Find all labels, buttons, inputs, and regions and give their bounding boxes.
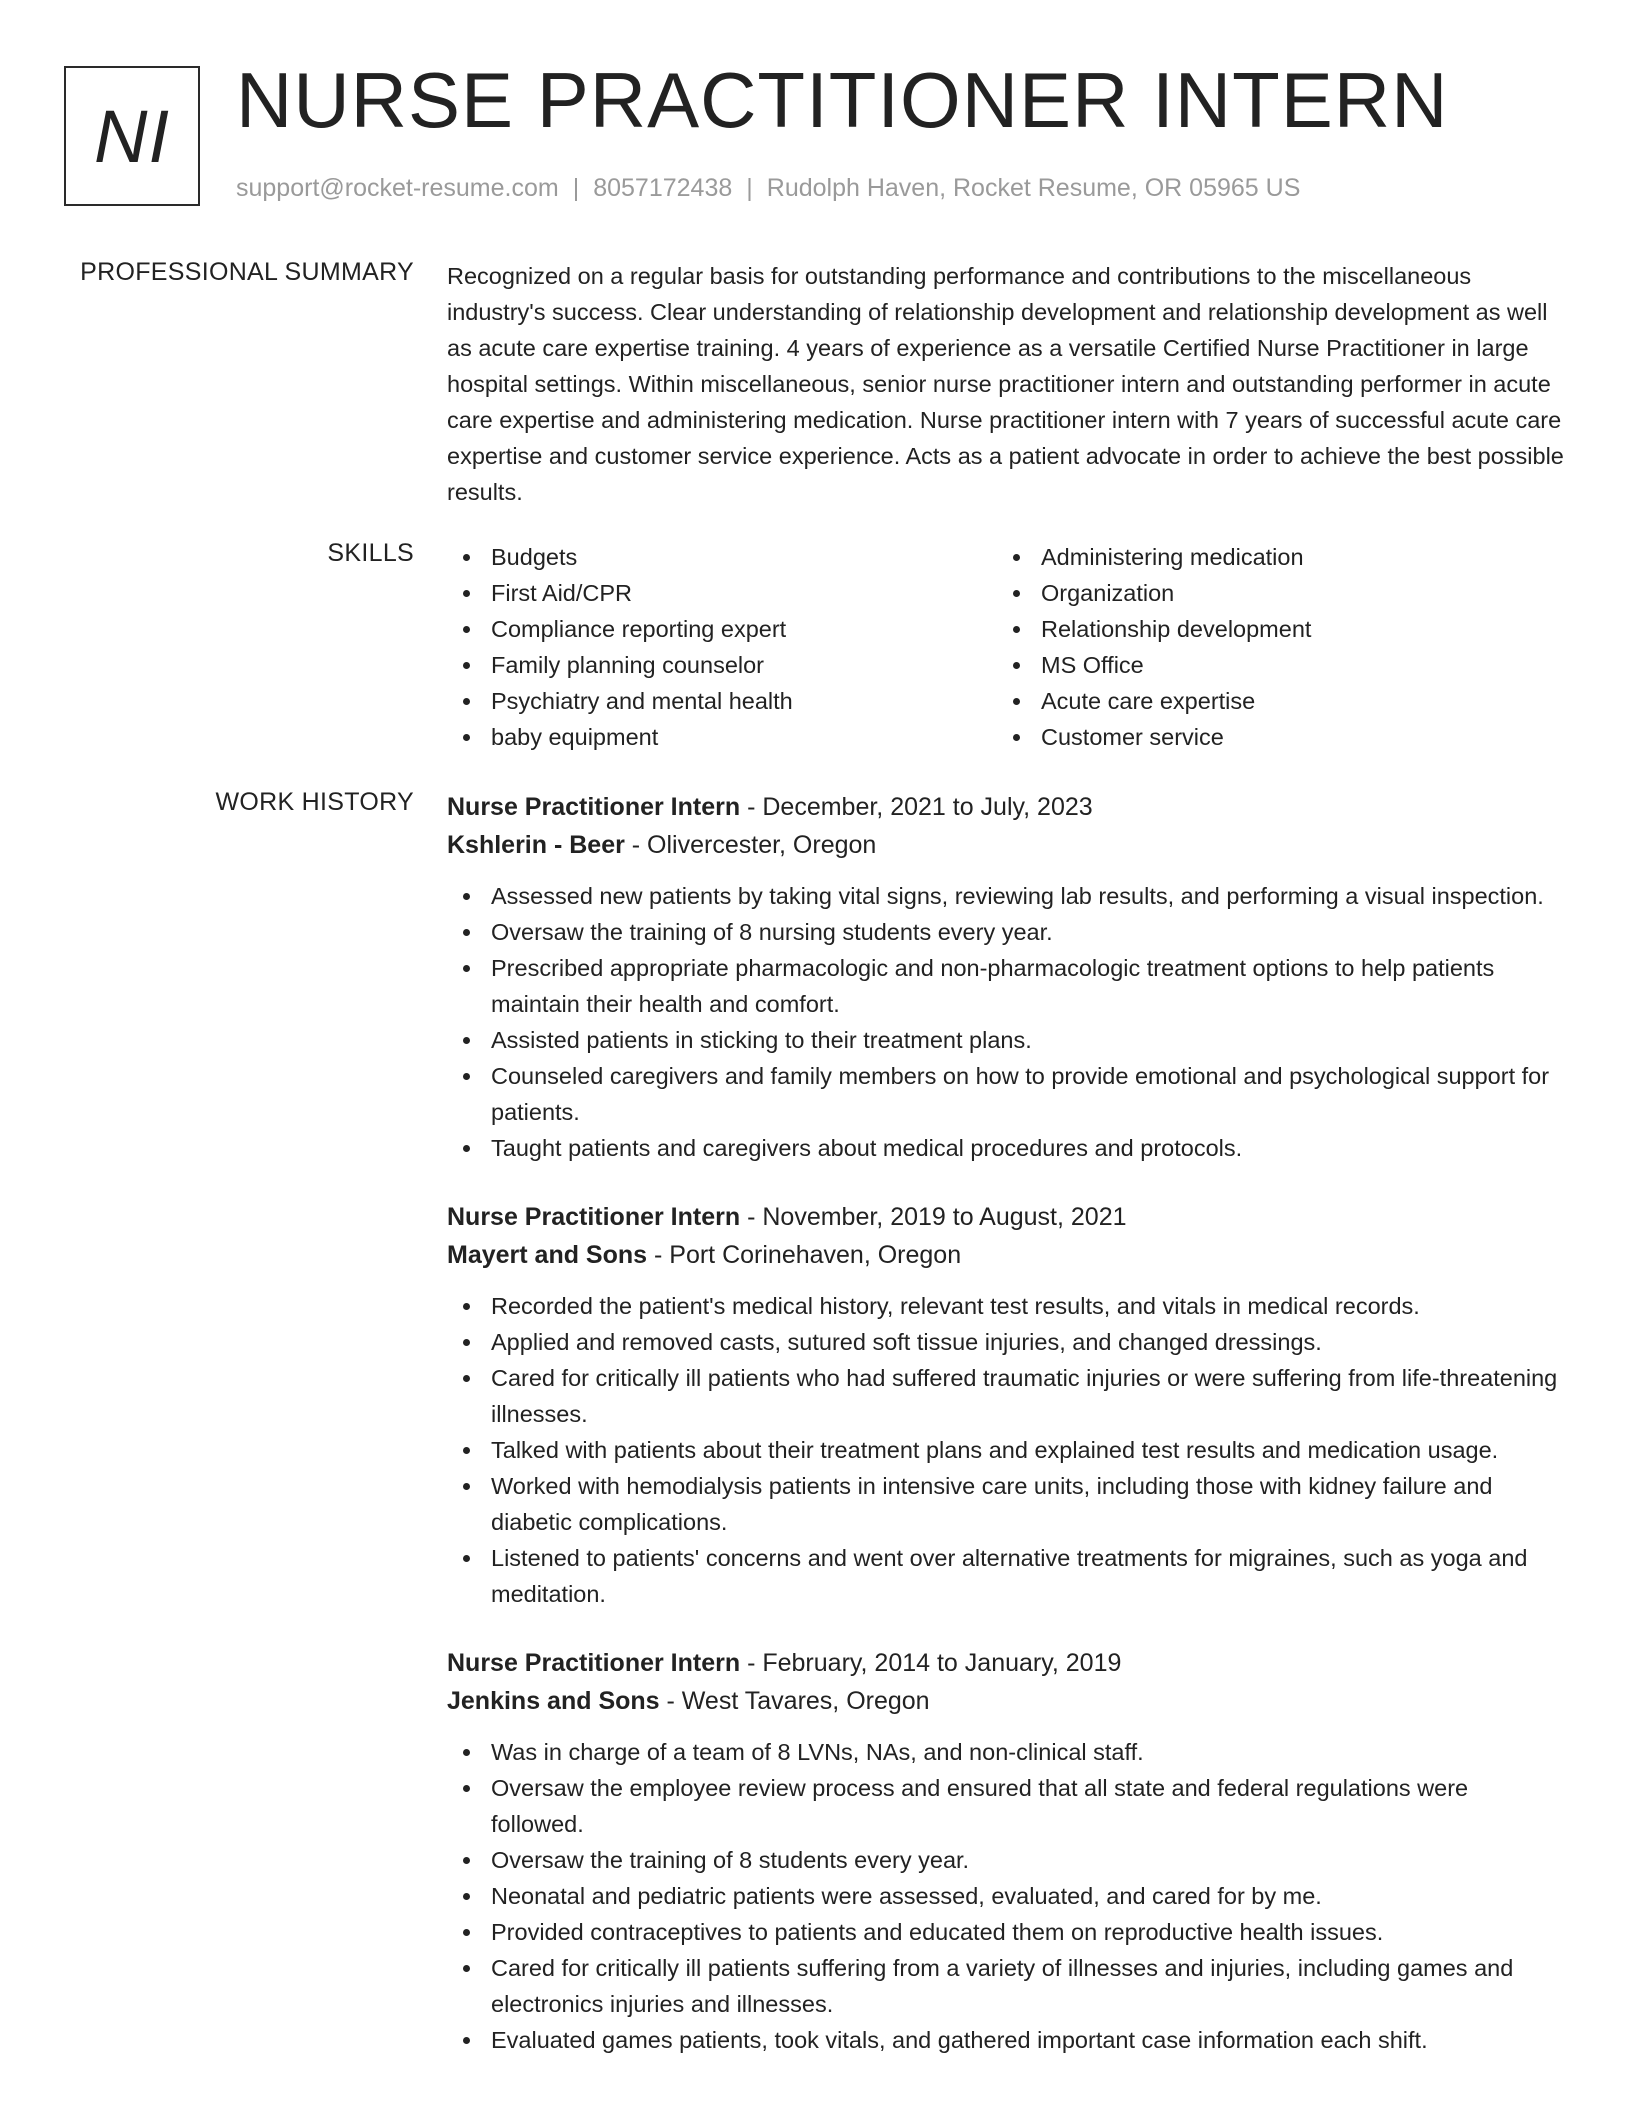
contact-separator: | bbox=[572, 174, 580, 202]
skill-item: Acute care expertise bbox=[997, 683, 1547, 719]
job-bullet-item: Oversaw the employee review process and ensured that all state and federal regulations were followed. bbox=[447, 1770, 1567, 1842]
summary-heading: PROFESSIONAL SUMMARY bbox=[80, 258, 414, 286]
job-title-line bbox=[447, 1198, 1567, 1236]
skill-item: Compliance reporting expert bbox=[447, 611, 997, 647]
contact-email: support@rocket-resume.com bbox=[236, 174, 559, 202]
job-location: - Port Corinehaven, Oregon bbox=[647, 1241, 962, 1269]
jobs-list bbox=[447, 788, 1567, 2090]
job-bullet-item: Talked with patients about their treatment plans and explained test results and medication usage. bbox=[447, 1432, 1567, 1468]
job-location: - West Tavares, Oregon bbox=[659, 1687, 930, 1715]
contact-address: Rudolph Haven, Rocket Resume, OR 05965 US bbox=[766, 174, 1301, 202]
job-bullet-item: Cared for critically ill patients who had suffered traumatic injuries or were suffering from life-threatening illnesses. bbox=[447, 1360, 1567, 1432]
job-bullet-item: Listened to patients' concerns and went over alternative treatments for migraines, such as yoga and meditation. bbox=[447, 1540, 1567, 1612]
job-bullet-item: Taught patients and caregivers about medical procedures and protocols. bbox=[447, 1130, 1567, 1166]
contact-line bbox=[236, 174, 1300, 203]
skill-item: Customer service bbox=[997, 719, 1547, 755]
contact-phone: 8057172438 bbox=[593, 174, 733, 202]
job-bullet-item: Applied and removed casts, sutured soft tissue injuries, and changed dressings. bbox=[447, 1324, 1567, 1360]
job-title: Nurse Practitioner Intern bbox=[447, 793, 741, 821]
job-title-line bbox=[447, 788, 1567, 826]
skill-item: Administering medication bbox=[997, 539, 1547, 575]
skill-item: MS Office bbox=[997, 647, 1547, 683]
skill-item: First Aid/CPR bbox=[447, 575, 997, 611]
skill-item: Psychiatry and mental health bbox=[447, 683, 997, 719]
job-title: Nurse Practitioner Intern bbox=[447, 1649, 741, 1677]
job-company: Jenkins and Sons bbox=[447, 1687, 660, 1715]
job-bullet-item: Was in charge of a team of 8 LVNs, NAs, and non-clinical staff. bbox=[447, 1734, 1567, 1770]
job-bullet-item: Assisted patients in sticking to their treatment plans. bbox=[447, 1022, 1567, 1058]
job-bullet-item: Recorded the patient's medical history, relevant test results, and vitals in medical records. bbox=[447, 1288, 1567, 1324]
monogram-logo bbox=[64, 66, 200, 206]
contact-separator: | bbox=[746, 174, 753, 202]
job-location: - Olivercester, Oregon bbox=[624, 831, 877, 859]
skill-item: Relationship development bbox=[997, 611, 1547, 647]
job-title-line bbox=[447, 1644, 1567, 1682]
job-entry bbox=[447, 1198, 1567, 1612]
skills-column-right bbox=[997, 539, 1547, 755]
work-history-heading: WORK HISTORY bbox=[215, 788, 414, 816]
skill-item: Organization bbox=[997, 575, 1547, 611]
job-bullet-item: Oversaw the training of 8 students every year. bbox=[447, 1842, 1567, 1878]
job-company-line bbox=[447, 826, 1567, 864]
summary-body bbox=[447, 258, 1567, 510]
job-bullet-item: Counseled caregivers and family members on how to provide emotional and psychological support for patients. bbox=[447, 1058, 1567, 1130]
job-bullet-item: Oversaw the training of 8 nursing students every year. bbox=[447, 914, 1567, 950]
skill-item: Family planning counselor bbox=[447, 647, 997, 683]
job-entry bbox=[447, 788, 1567, 1166]
job-bullet-item: Provided contraceptives to patients and educated them on reproductive health issues. bbox=[447, 1914, 1567, 1950]
job-entry bbox=[447, 1644, 1567, 2058]
job-dates: - February, 2014 to January, 2019 bbox=[740, 1649, 1122, 1677]
resume-title: NURSE PRACTITIONER INTERN bbox=[236, 56, 1449, 144]
job-bullet-item: Worked with hemodialysis patients in intensive care units, including those with kidney failure and diabetic complications. bbox=[447, 1468, 1567, 1540]
job-bullet-item: Neonatal and pediatric patients were assessed, evaluated, and cared for by me. bbox=[447, 1878, 1567, 1914]
skill-item: Budgets bbox=[447, 539, 997, 575]
job-bullet-item: Assessed new patients by taking vital signs, reviewing lab results, and performing a visual inspection. bbox=[447, 878, 1567, 914]
job-bullet-item: Evaluated games patients, took vitals, and gathered important case information each shift. bbox=[447, 2022, 1567, 2058]
summary-text: Recognized on a regular basis for outstanding performance and contributions to the miscellaneous industry's success. Clear understanding of relationship development and relationship development as well as acute care expertise training. 4 years of experience as a versatile Certified Nurse Practitioner in large hospital settings. Within miscellaneous, senior nurse practitioner intern and outstanding performer in acute care expertise and administering medication. Nurse practitioner intern with 7 years of successful acute care expertise and customer service experience. Acts as a patient advocate in order to achieve the best possible results. bbox=[447, 263, 1564, 505]
job-dates: - December, 2021 to July, 2023 bbox=[740, 793, 1093, 821]
job-company: Kshlerin - Beer bbox=[447, 831, 625, 859]
job-bullets bbox=[447, 1288, 1567, 1612]
skills-heading: SKILLS bbox=[327, 539, 414, 567]
job-bullets bbox=[447, 1734, 1567, 2058]
job-bullet-item: Prescribed appropriate pharmacologic and non-pharmacologic treatment options to help patients maintain their health and comfort. bbox=[447, 950, 1567, 1022]
job-bullets bbox=[447, 878, 1567, 1166]
skills-grid bbox=[447, 539, 1567, 755]
job-bullet-item: Cared for critically ill patients suffering from a variety of illnesses and injuries, including games and electronics injuries and illnesses. bbox=[447, 1950, 1567, 2022]
skill-item: baby equipment bbox=[447, 719, 997, 755]
monogram-initials: NI bbox=[94, 94, 170, 178]
job-company-line bbox=[447, 1682, 1567, 1720]
job-company: Mayert and Sons bbox=[447, 1241, 648, 1269]
skills-column-left bbox=[447, 539, 997, 755]
job-company-line bbox=[447, 1236, 1567, 1274]
job-title: Nurse Practitioner Intern bbox=[447, 1203, 741, 1231]
job-dates: - November, 2019 to August, 2021 bbox=[740, 1203, 1127, 1231]
